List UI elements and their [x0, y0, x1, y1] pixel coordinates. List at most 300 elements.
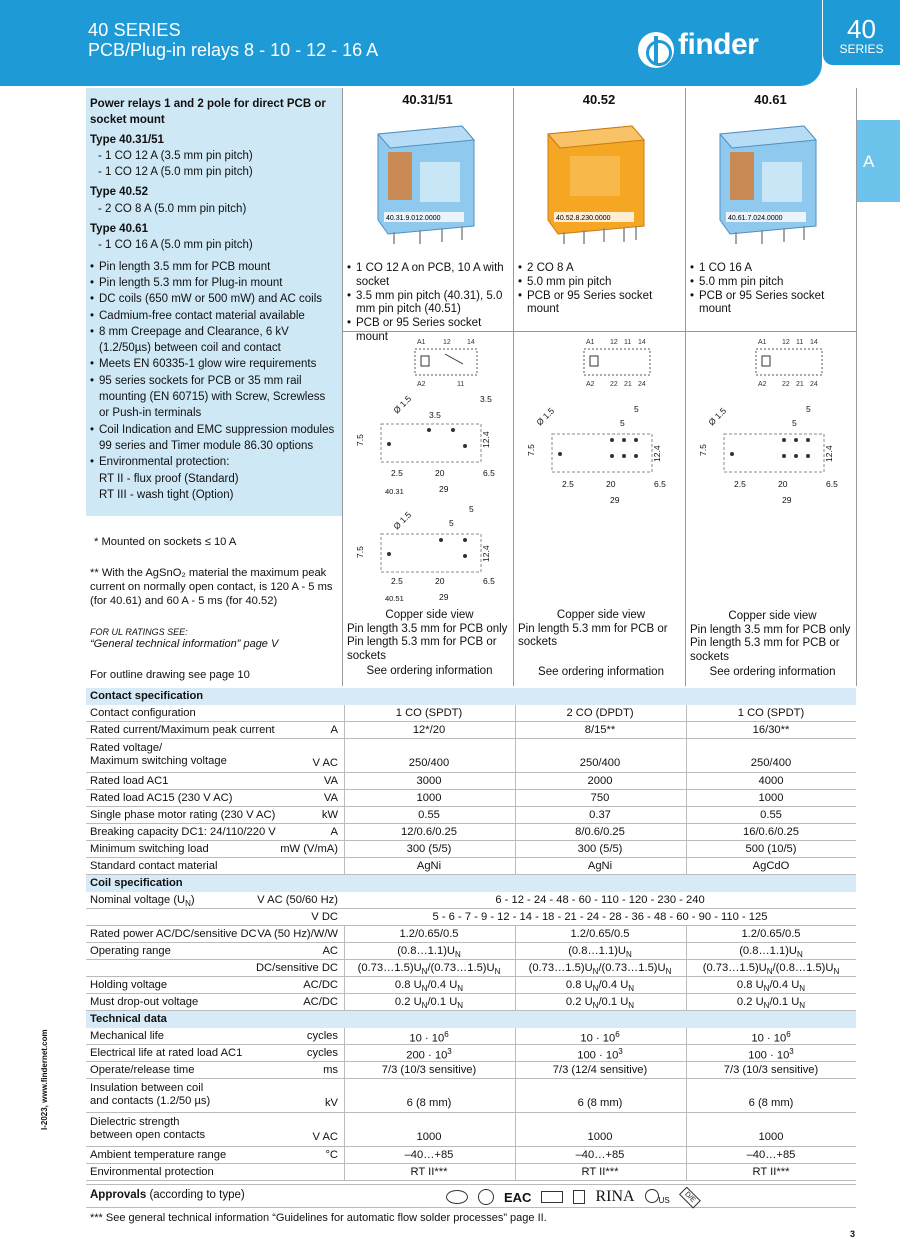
dim-label: 6.5: [483, 576, 495, 586]
dim-label: 29: [439, 484, 449, 494]
cell-value: [686, 809, 856, 821]
type-name: Type 40.61: [90, 223, 148, 236]
cell-text: 1000: [587, 1131, 613, 1143]
page-number: 3: [850, 1229, 856, 1239]
row-label: Single phase motor rating (230 V AC): [90, 809, 276, 821]
table-row: [86, 1113, 856, 1147]
section-header: [86, 875, 856, 892]
row-label: Operating range: [90, 945, 171, 957]
cell-text: 200 · 10: [406, 1049, 448, 1062]
cell-divider: [686, 790, 687, 806]
feature-item: • 5.0 mm pin pitch: [690, 276, 855, 290]
cell-text: –40…+85: [404, 1149, 454, 1161]
dim-label: 12.4: [824, 445, 834, 462]
row-label: Contact configuration: [90, 707, 196, 719]
diagram-4061: [688, 334, 854, 504]
cell-value: [515, 775, 685, 787]
caption-line: Pin length 3.5 mm for PCB only: [690, 623, 851, 636]
cell-text: –40…+85: [575, 1149, 625, 1161]
feature-item: • 2 CO 8 A: [518, 262, 684, 276]
table-row: [86, 960, 856, 977]
feature-item: • 3.5 mm pin pitch (40.31), 5.0 mm pin pitch (40.51): [347, 290, 512, 318]
feature-bullet: • Pin length 3.5 mm for PCB mount: [90, 259, 338, 275]
vde-icon: D/E: [679, 1186, 701, 1208]
row-unit: ms: [323, 1064, 338, 1076]
cell-value: [515, 1047, 685, 1062]
cell-divider: [686, 824, 687, 840]
cell-divider: [515, 1079, 516, 1112]
cell-divider: [686, 841, 687, 857]
cell-value: [515, 860, 685, 872]
cell-sub: N: [763, 984, 770, 994]
cell-sub: N: [665, 967, 672, 977]
cell-text: 10 · 10: [580, 1032, 616, 1045]
pin-label: 22: [610, 381, 618, 388]
cell-text: 1000: [758, 1131, 784, 1143]
series-label: SERIES: [839, 42, 884, 56]
cell-sub: N: [457, 984, 464, 994]
cell-value: [344, 860, 514, 872]
cell-divider: [515, 1062, 516, 1078]
caption-line: Copper side view: [728, 610, 817, 622]
pin-label: A1: [758, 339, 767, 346]
cell-sub: N: [592, 967, 599, 977]
cell-text: (0.73…1.5)U: [528, 962, 593, 974]
cell-sup: 6: [786, 1030, 791, 1039]
cell-text: 7/3 (12/4 sensitive): [552, 1064, 648, 1076]
cell-divider: [344, 739, 345, 772]
pin-label: 24: [638, 381, 646, 388]
approvals-row: [86, 1184, 856, 1208]
cell-sub: N: [494, 967, 501, 977]
ccc-icon: [446, 1190, 468, 1204]
cell-value: [344, 979, 514, 993]
feature-item: • 1 CO 12 A on PCB, 10 A with socket: [347, 262, 512, 290]
row-label-end: ): [190, 894, 195, 906]
row-span-value: 6 - 12 - 24 - 48 - 60 - 110 - 120 - 230 - 240: [495, 894, 705, 906]
dim-label: 12.4: [652, 445, 662, 462]
feature-bullet: • 95 series sockets for PCB or 35 mm rail mounting (EN 60715) with Screw, Screwless or Push-in terminals: [90, 373, 338, 422]
approvals-sub: (according to type): [149, 1189, 245, 1201]
row-label: Rated load AC15 (230 V AC): [90, 792, 233, 804]
row-label: Electrical life at rated load AC1: [90, 1047, 243, 1059]
dim-label: 6.5: [826, 479, 838, 489]
row-span-value: 5 - 6 - 7 - 9 - 12 - 14 - 18 - 21 - 24 - 28 - 36 - 48 - 60 - 90 - 110 - 125: [432, 911, 768, 923]
row-label-line: Maximum switching voltage: [90, 755, 227, 767]
cell-divider: [344, 960, 345, 976]
pin-label: 14: [467, 339, 475, 346]
type-item: - 2 CO 8 A (5.0 mm pin pitch): [98, 202, 247, 215]
cell-text: 3000: [416, 775, 442, 787]
cell-value: [515, 1030, 685, 1045]
feature-bullet: • DC coils (650 mW or 500 mW) and AC coils: [90, 291, 338, 307]
pin-label: 11: [457, 381, 465, 388]
cell-value: [515, 1149, 685, 1161]
relay-4061-image: [712, 122, 822, 248]
caption-line: Pin length 5.3 mm for PCB or sockets: [347, 636, 497, 662]
dim-label: 5: [620, 418, 625, 428]
type-item: - 1 CO 12 A (5.0 mm pin pitch): [98, 166, 253, 179]
pin-label: 12: [443, 339, 451, 346]
cell-value: [515, 826, 685, 838]
cell-divider: [686, 960, 687, 976]
section-tab-a[interactable]: A: [857, 120, 900, 202]
cell-divider: [344, 773, 345, 789]
table-row: [86, 739, 856, 773]
cell-divider: [344, 858, 345, 874]
row-unit: V AC (50/60 Hz): [257, 894, 338, 906]
series-title: 40 SERIES: [88, 20, 181, 40]
table-row: [86, 1164, 856, 1181]
cell-value: [344, 1064, 514, 1076]
cell-divider: [686, 722, 687, 738]
cell-value: [344, 843, 514, 855]
caption-4061: [690, 610, 855, 680]
cell-value: [686, 996, 856, 1010]
row-unit: kV: [324, 1097, 338, 1109]
feature-bullet: • Coil Indication and EMC suppression modules 99 series and Timer module 86.30 options: [90, 422, 338, 455]
cell-text: (0.8…1.1)U: [397, 945, 456, 957]
caption-line: Pin length 5.3 mm for PCB or sockets: [518, 622, 668, 648]
table-row: [86, 1062, 856, 1079]
cell-divider: [686, 739, 687, 772]
cell-divider: [515, 722, 516, 738]
cell-sub: N: [592, 1001, 599, 1011]
cell-text: 8/0.6/0.25: [575, 826, 625, 838]
feature-item: • PCB or 95 Series socket mount: [518, 290, 684, 318]
row-unit: V AC: [312, 757, 338, 769]
cell-value: [686, 962, 856, 976]
pin-label: 11: [796, 339, 804, 346]
cell-value: [686, 724, 856, 736]
dim-label: 5: [806, 404, 811, 414]
cell-divider: [515, 1045, 516, 1061]
series-subtitle: PCB/Plug-in relays 8 - 10 - 12 - 16 A: [88, 40, 379, 60]
cell-divider: [515, 960, 516, 976]
dim-label: 20: [606, 479, 616, 489]
cell-sup: 3: [789, 1047, 794, 1056]
grid-line: [685, 88, 686, 686]
cell-text: 10 · 10: [409, 1032, 445, 1045]
section-header: [86, 688, 856, 705]
cell-text: RT II***: [581, 1166, 619, 1178]
cell-text: –40…+85: [746, 1149, 796, 1161]
cell-divider: [344, 790, 345, 806]
footnote-solder: *** See general technical information “Guidelines for automatic flow solder processes” page II.: [90, 1212, 547, 1224]
features-4031: [347, 262, 512, 345]
row-label: Contact specification: [90, 690, 204, 702]
cell-value: [686, 1064, 856, 1076]
cell-divider: [686, 1147, 687, 1163]
cell-value: [515, 809, 685, 821]
dim-label: 5: [792, 418, 797, 428]
row-label: Minimum switching load: [90, 843, 209, 855]
dim-label: 5: [634, 404, 639, 414]
feature-item: • PCB or 95 Series socket mount: [347, 317, 512, 345]
table-row: [86, 943, 856, 960]
approvals-title: Approvals: [90, 1189, 147, 1201]
pin-label: A2: [417, 381, 426, 388]
row-unit: kW: [321, 809, 338, 821]
pin-label: 11: [624, 339, 632, 346]
dim-label: 40.31: [385, 487, 404, 496]
cell-value: [515, 962, 685, 976]
feature-item: • 1 CO 16 A: [690, 262, 855, 276]
diagram-4052: [516, 334, 682, 504]
cell-text: (0.8…1.1)U: [568, 945, 627, 957]
ul-ref: “General technical information” page V: [90, 638, 279, 650]
dim-label: 20: [435, 468, 445, 478]
cell-divider: [686, 1113, 687, 1146]
cell-value: [344, 945, 514, 959]
cell-sup: 3: [447, 1047, 452, 1056]
cell-value: [515, 1131, 685, 1143]
cell-text: 0.55: [760, 809, 782, 821]
row-unit: cycles: [306, 1030, 338, 1042]
cell-text: 0.2 U: [565, 996, 593, 1008]
cell-value: [686, 860, 856, 872]
cell-sub: N: [766, 967, 773, 977]
table-row: [86, 1045, 856, 1062]
cell-divider: [515, 1164, 516, 1180]
cell-text: 6 (8 mm): [748, 1097, 794, 1109]
cell-text: /0.1 U: [598, 996, 629, 1008]
cell-value: [686, 792, 856, 804]
csa-icon: [478, 1189, 494, 1205]
row-unit: AC: [322, 945, 338, 957]
eac-icon: EAC: [504, 1189, 532, 1205]
row-label: [90, 1082, 210, 1108]
cell-text: (0.73…1.5)U: [702, 962, 767, 974]
cell-text: 6 (8 mm): [577, 1097, 623, 1109]
row-label: [90, 742, 227, 768]
cell-value: [344, 1030, 514, 1045]
outline-ref: For outline drawing see page 10: [90, 669, 250, 681]
cell-sup: 6: [615, 1030, 620, 1039]
cell-value: [344, 775, 514, 787]
cell-text: AgNi: [587, 860, 613, 872]
approval-icons: [446, 1187, 699, 1207]
row-label-line: Insulation between coil: [90, 1082, 204, 1094]
env-item: RT III - wash tight (Option): [99, 488, 234, 501]
cell-text: 2 CO (DPDT): [566, 707, 634, 719]
type-list: [90, 132, 338, 254]
pin-label: 12: [610, 339, 618, 346]
cell-text: 16/30**: [752, 724, 790, 736]
cell-value: [686, 1047, 856, 1062]
table-row: [86, 790, 856, 807]
cell-value: [515, 945, 685, 959]
row-label: Mechanical life: [90, 1030, 164, 1042]
cell-text: 6 (8 mm): [406, 1097, 452, 1109]
cell-divider: [515, 1147, 516, 1163]
grid-line: [513, 88, 514, 686]
cell-value: [344, 928, 514, 940]
cell-text: 8/15**: [584, 724, 616, 736]
cell-value: [344, 809, 514, 821]
cell-divider: [686, 926, 687, 942]
lr-icon: [573, 1190, 585, 1204]
cell-sub: N: [421, 967, 428, 977]
row-label: Operate/release time: [90, 1064, 195, 1076]
caption-line: Pin length 3.5 mm for PCB only: [347, 622, 508, 635]
row-unit: VA (50 Hz)/W/W: [257, 928, 338, 940]
cell-value: [344, 826, 514, 838]
cell-value: [344, 707, 514, 719]
relay-code: 40.52.8.230.0000: [556, 215, 611, 222]
dim-label: 2.5: [562, 479, 574, 489]
cell-divider: [515, 994, 516, 1010]
cell-divider: [344, 1147, 345, 1163]
relay-code: 40.31.9.012.0000: [386, 215, 441, 222]
dim-label: 2.5: [391, 468, 403, 478]
row-label: [90, 894, 195, 910]
approvals-label: [90, 1189, 245, 1201]
cell-divider: [515, 807, 516, 823]
cell-value: [515, 724, 685, 736]
cell-value: [344, 1149, 514, 1161]
cell-text: (0.73…1.5)U: [357, 962, 422, 974]
dim-label: 6.5: [654, 479, 666, 489]
series-tab: [823, 0, 900, 65]
feature-bullet: • Cadmium-free contact material available: [90, 308, 338, 324]
cell-value: [686, 826, 856, 838]
cell-divider: [686, 1045, 687, 1061]
pin-label: 12: [782, 339, 790, 346]
cell-divider: [515, 1028, 516, 1044]
type-name: Type 40.52: [90, 186, 148, 199]
pin-label: 21: [796, 381, 804, 388]
cell-text: 750: [590, 792, 610, 804]
row-unit: °C: [325, 1149, 338, 1161]
cell-text: /0.4 U: [598, 979, 629, 991]
cell-divider: [686, 994, 687, 1010]
table-row: [86, 909, 856, 926]
table-row: [86, 773, 856, 790]
spec-table: [86, 688, 856, 1181]
cell-divider: [344, 977, 345, 993]
diagram-4031-4051: [345, 334, 511, 614]
pin-label: 21: [624, 381, 632, 388]
relay-4052-image: [540, 122, 650, 248]
cell-text: /0.4 U: [427, 979, 458, 991]
cell-value: [686, 757, 856, 769]
table-row: [86, 824, 856, 841]
series-number: 40: [847, 14, 876, 44]
pin-label: 24: [810, 381, 818, 388]
cell-text: 500 (10/5): [745, 843, 797, 855]
dim-label: 5: [469, 504, 474, 514]
cell-divider: [515, 858, 516, 874]
cell-sub: N: [421, 1001, 428, 1011]
dim-label: 2.5: [391, 576, 403, 586]
row-unit: cycles: [306, 1047, 338, 1059]
feature-bullet: • Meets EN 60335-1 glow wire requirements: [90, 356, 338, 372]
cell-divider: [344, 994, 345, 1010]
cell-text: 0.8 U: [394, 979, 422, 991]
row-label-line: and contacts (1.2/50 µs): [90, 1095, 211, 1107]
cell-divider: [686, 1028, 687, 1044]
logo-icon: [638, 32, 674, 68]
cell-divider: [344, 1164, 345, 1180]
caption-line: Copper side view: [556, 609, 646, 621]
cell-divider: [344, 807, 345, 823]
cell-text: /0.1 U: [769, 996, 800, 1008]
kema-icon: [541, 1191, 563, 1203]
cell-sub: N: [799, 1001, 806, 1011]
cell-text: 250/400: [750, 757, 792, 769]
cell-divider: [344, 705, 345, 721]
row-unit: AC/DC: [303, 979, 338, 991]
cell-value: [515, 996, 685, 1010]
row-label: Technical data: [90, 1013, 167, 1025]
cell-text: 1.2/0.65/0.5: [570, 928, 630, 940]
cell-value: [515, 1064, 685, 1076]
cell-text: /(0.73…1.5)U: [427, 962, 495, 974]
cell-divider: [686, 858, 687, 874]
features-4061: [690, 262, 855, 317]
row-label: Rated power AC/DC/sensitive DC: [90, 928, 257, 940]
cell-value: [515, 1097, 685, 1109]
cell-divider: [686, 807, 687, 823]
row-unit: mW (V/mA): [280, 843, 338, 855]
ul-icon: [645, 1189, 670, 1206]
footnote-agsno2: ** With the AgSnO₂ material the maximum peak current on normally open contact, is 120 A - 5 ms (for 40.61) and 60 A - 5 ms (for 40.52): [90, 567, 333, 607]
feature-item: • PCB or 95 Series socket mount: [690, 290, 855, 318]
ul-us-label: US: [658, 1195, 670, 1205]
cell-text: 100 · 10: [577, 1049, 619, 1062]
dim-label: Ø 1.5: [706, 405, 729, 428]
grid-line: [342, 88, 343, 686]
cell-text: 250/400: [579, 757, 621, 769]
row-label: Standard contact material: [90, 860, 218, 872]
pin-label: A2: [586, 381, 595, 388]
section-header: [86, 1011, 856, 1028]
cell-sup: 6: [444, 1030, 449, 1039]
cell-text: 2000: [587, 775, 613, 787]
cell-text: 0.8 U: [736, 979, 764, 991]
cell-sub: N: [421, 984, 428, 994]
cell-text: 300 (5/5): [406, 843, 452, 855]
cell-text: 250/400: [408, 757, 450, 769]
cell-text: 100 · 10: [748, 1049, 790, 1062]
cell-value: [686, 1166, 856, 1178]
dim-label: 7.5: [698, 444, 708, 456]
finder-logo: [638, 30, 772, 70]
caption-line: Copper side view: [385, 609, 474, 621]
cell-value: [344, 1166, 514, 1178]
row-unit: DC/sensitive DC: [255, 962, 338, 974]
cell-value: [686, 775, 856, 787]
cell-divider: [344, 1113, 345, 1146]
row-label: Coil specification: [90, 877, 183, 889]
cell-sup: 3: [618, 1047, 623, 1056]
dim-label: 12.4: [481, 431, 491, 448]
cell-text: 300 (5/5): [577, 843, 623, 855]
dim-label: 5: [449, 518, 454, 528]
feature-bullet: [90, 454, 338, 503]
panel-title: Power relays 1 and 2 pole for direct PCB or socket mount: [90, 98, 326, 127]
row-unit: VA: [323, 792, 338, 804]
cell-value: [344, 1097, 514, 1109]
cell-divider: [686, 943, 687, 959]
cell-divider: [515, 977, 516, 993]
table-row: [86, 1028, 856, 1045]
row-unit: A: [330, 724, 338, 736]
dim-label: 40.51: [385, 594, 404, 603]
cell-divider: [686, 1062, 687, 1078]
cell-divider: [515, 943, 516, 959]
